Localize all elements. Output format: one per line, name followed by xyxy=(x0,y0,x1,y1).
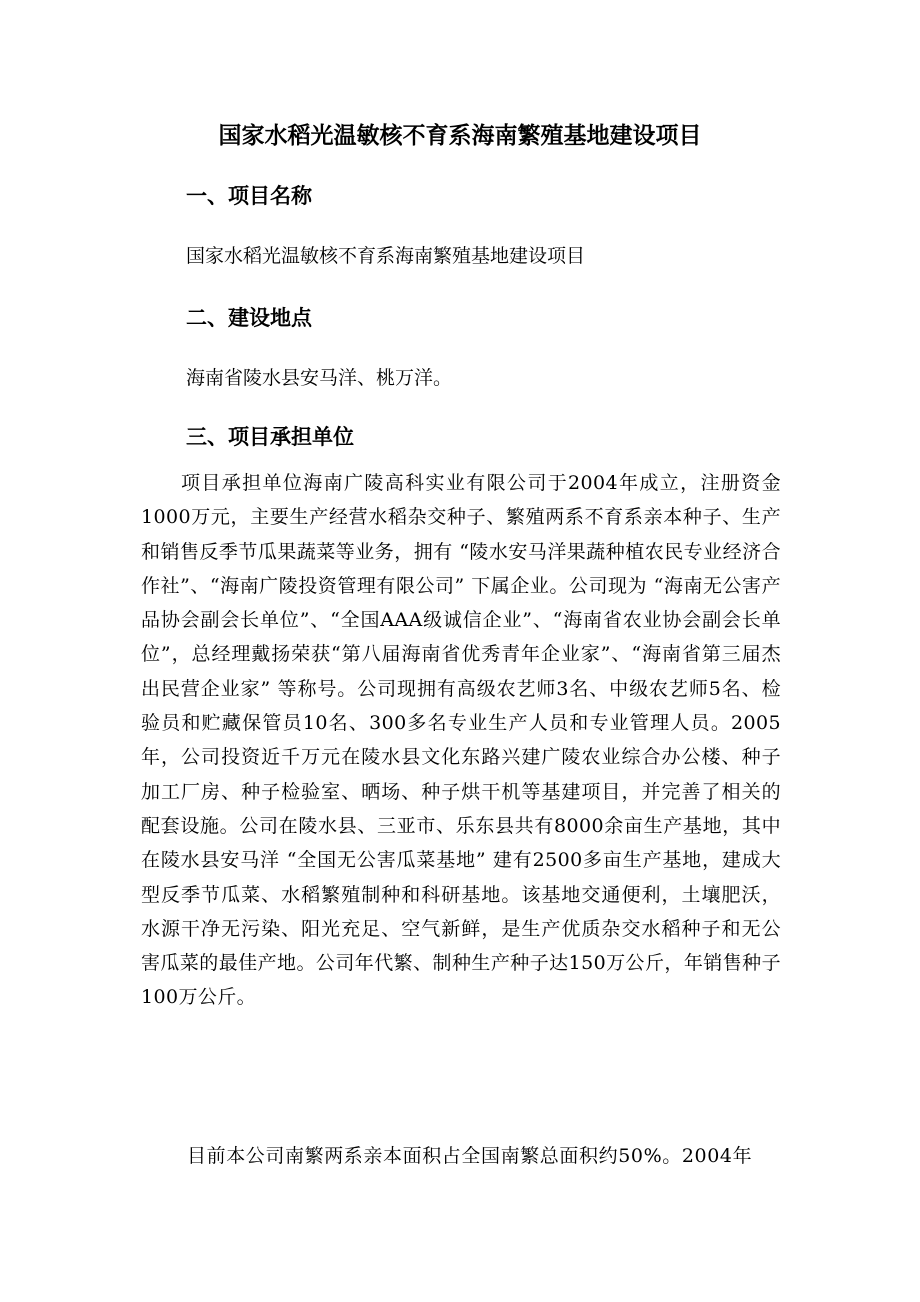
section-heading-location: 二、建设地点 xyxy=(186,306,312,330)
section-content-location: 海南省陵水县安马洋、桃万洋。 xyxy=(186,367,453,389)
document-title: 国家水稻光温敏核不育系海南繁殖基地建设项目 xyxy=(218,123,702,149)
section-content-project-name: 国家水稻光温敏核不育系海南繁殖基地建设项目 xyxy=(186,245,586,267)
section-continuation-paragraph: 目前本公司南繁两系亲本面积占全国南繁总面积约50%。2004年 xyxy=(187,1145,753,1167)
section-heading-undertaking-unit: 三、项目承担单位 xyxy=(186,425,354,449)
section-heading-project-name: 一、项目名称 xyxy=(186,184,312,208)
section-content-undertaking-unit: 项目承担单位海南广陵高科实业有限公司于2004年成立，注册资金1000万元，主要生产经营水稻杂交种子、繁殖两系不育系亲本种子、生产和销售反季节瓜果蔬菜等业务，拥有 “陵水安马洋果蔬种植农民专业经济合作社”、“海南广陵投资管理有限公司” 下属企业。公司现为 “海南无公害产品协会副会长单位”、“全国AAA级诚信企业”、“海南省农业协会副会长单位”，总经理戴扬荣获“第八届海南省优秀青年企业家”、“海南省第三届杰出民营企业家” 等称号。公司现拥有高级农艺师3名、中级农艺师5名、检验员和贮藏保管员10名、300多名专业生产人员和专业管理人员。2005年，公司投资近千万元在陵水县文化东路兴建广陵农业综合办公楼、种子加工厂房、种子检验室、晒场、种子烘干机等基建项目，并完善了相关的配套设施。公司在陵水县、三亚市、乐东县共有8000余亩生产基地，其中在陵水县安马洋 “全国无公害瓜菜基地” 建有2500多亩生产基地，建成大型反季节瓜菜、水稻繁殖制种和科研基地。该基地交通便利，土壤肥沃，水源干净无污染、阳光充足、空气新鲜，是生产优质杂交水稻种子和无公害瓜菜的最佳产地。公司年代繁、制种生产种子达150万公斤，年销售种子100万公斤。 xyxy=(141,472,781,1009)
